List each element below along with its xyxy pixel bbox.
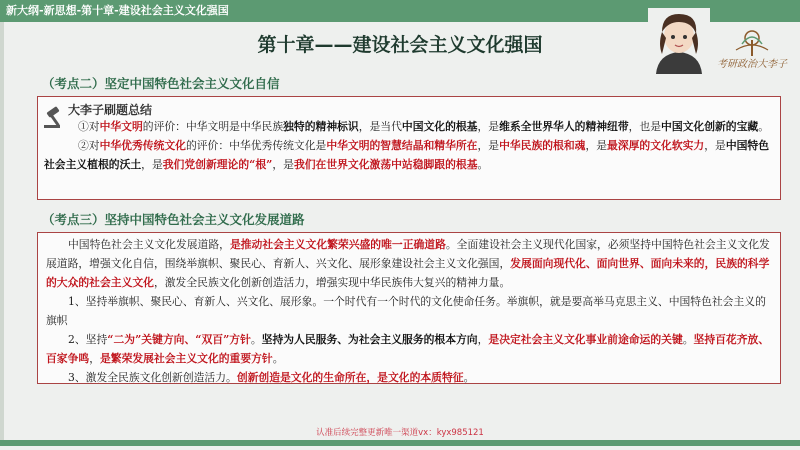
emphasis-bold-text: 坚持为人民服务、为社会主义服务的根本方向 — [261, 333, 478, 346]
emphasis-red-text: 是繁荣发展社会主义文化的重要方针 — [99, 352, 273, 365]
emphasis-bold-text: 维系全世界华人的精神纽带 — [499, 120, 629, 133]
emphasis-red-text: 中华民族的根和魂 — [499, 139, 586, 152]
emphasis-red-text: 是决定社会主义文化事业前途命运的关键 — [488, 333, 683, 346]
body-text: 。 — [758, 120, 769, 133]
body-text: 中国特色社会主义文化发展道路， — [68, 238, 230, 251]
content-paragraph-point-1 — [46, 292, 772, 330]
left-accent-strip — [0, 22, 4, 440]
emphasis-red-text: 坚持百花齐放、百家争鸣 — [46, 333, 770, 365]
content-box — [37, 232, 781, 384]
body-text: ， — [89, 352, 100, 365]
page-title: 第十章——建设社会主义文化强国 — [257, 34, 543, 56]
brand-logo — [712, 28, 792, 70]
emphasis-red-text: 发展面向现代化、面向世界、面向未来的，民族的科学的大众的社会主义文化 — [46, 257, 770, 289]
body-text: 。全面建设社会主义现代化国家，必须坚持中国特色社会主义文化发展道路，增强文化自信，围绕举旗帜、聚民心、育新人、兴文化、展形象建设社会主义文化强国， — [46, 238, 770, 270]
content-paragraph-point-3 — [46, 368, 772, 387]
summary-box — [37, 96, 781, 200]
body-text: 的评价：中华优秀传统文化是 — [185, 139, 327, 152]
emphasis-bold-text: 中国文化创新的宝藏 — [661, 120, 759, 133]
emphasis-red-text: 中华文明 — [99, 120, 143, 133]
emphasis-red-text: “二为”关键方向、“双百”方针 — [107, 333, 251, 346]
body-text: ，是 — [477, 120, 500, 133]
body-text: ②对 — [78, 139, 100, 152]
body-text: ，也是 — [628, 120, 662, 133]
summary-heading: 大李子刷题总结 — [68, 103, 153, 117]
body-text: ，是 — [585, 139, 608, 152]
emphasis-red-text: 最深厚的文化软实力 — [607, 139, 705, 152]
logo-text: 考研政治大李子 — [717, 59, 787, 70]
body-text: 2、坚持 — [68, 333, 108, 346]
emphasis-bold-text: 中国特色社会主义植根的沃土 — [44, 139, 769, 171]
body-text: 。 — [682, 333, 694, 346]
body-text: 。 — [250, 333, 262, 346]
content-paragraph-intro — [46, 235, 772, 292]
footer-bar — [0, 440, 800, 446]
body-text: ，是 — [141, 158, 163, 171]
summary-body — [44, 117, 774, 174]
summary-paragraph-1 — [44, 117, 774, 136]
emphasis-red-text: 我们党创新理论的“根” — [162, 158, 273, 171]
emphasis-red-text: 是推动社会主义文化繁荣兴盛的唯一正确道路 — [229, 238, 446, 251]
emphasis-red-text: 我们在世界文化激荡中站稳脚跟的根基 — [293, 158, 478, 171]
body-text: ，是 — [477, 139, 500, 152]
emphasis-red-text: 中华优秀传统文化 — [99, 139, 186, 152]
body-text: ，是当代 — [358, 120, 402, 133]
section-heading-2: （考点二）坚定中国特色社会主义文化自信 — [42, 76, 280, 91]
body-text: ，是 — [704, 139, 726, 152]
body-text: 1、坚持举旗帜、聚民心、育新人、兴文化、展形象。一个时代有一个时代的文化使命任务。举旗帜，就是要高举马克思主义、中国特色社会主义的旗帜 — [46, 295, 766, 327]
body-text: 的评价：中华文明是中华民族 — [142, 120, 284, 133]
emphasis-bold-text: 中国文化的根基 — [401, 120, 478, 133]
breadcrumb: 新大纲-新思想-第十章-建设社会主义文化强国 — [0, 0, 800, 22]
emphasis-bold-text: 独特的精神标识 — [283, 120, 359, 133]
body-text: 。 — [272, 352, 284, 365]
section-heading-3: （考点三）坚持中国特色社会主义文化发展道路 — [42, 212, 305, 227]
content-paragraph-point-2 — [46, 330, 772, 368]
presenter-avatar — [648, 8, 710, 74]
body-text: 3、激发全民族文化创新创造活力。 — [68, 371, 237, 384]
emphasis-red-text: 创新创造是文化的生命所在，是文化的本质特征 — [236, 371, 464, 384]
emphasis-red-text: 中华文明的智慧结晶和精华所在 — [326, 139, 478, 152]
body-text: ①对 — [78, 120, 100, 133]
body-text: ， — [477, 333, 489, 346]
body-text: 。 — [477, 158, 489, 171]
body-text: ，激发全民族文化创新创造活力，增强实现中华民族伟大复兴的精神力量。 — [153, 276, 511, 289]
tree-logo-icon — [712, 28, 792, 58]
body-text: ，是 — [272, 158, 294, 171]
footer-note: 认准后续完整更新唯一渠道vx：kyx985121 — [316, 428, 484, 438]
body-text: 。 — [463, 371, 475, 384]
summary-paragraph-2 — [44, 136, 774, 174]
